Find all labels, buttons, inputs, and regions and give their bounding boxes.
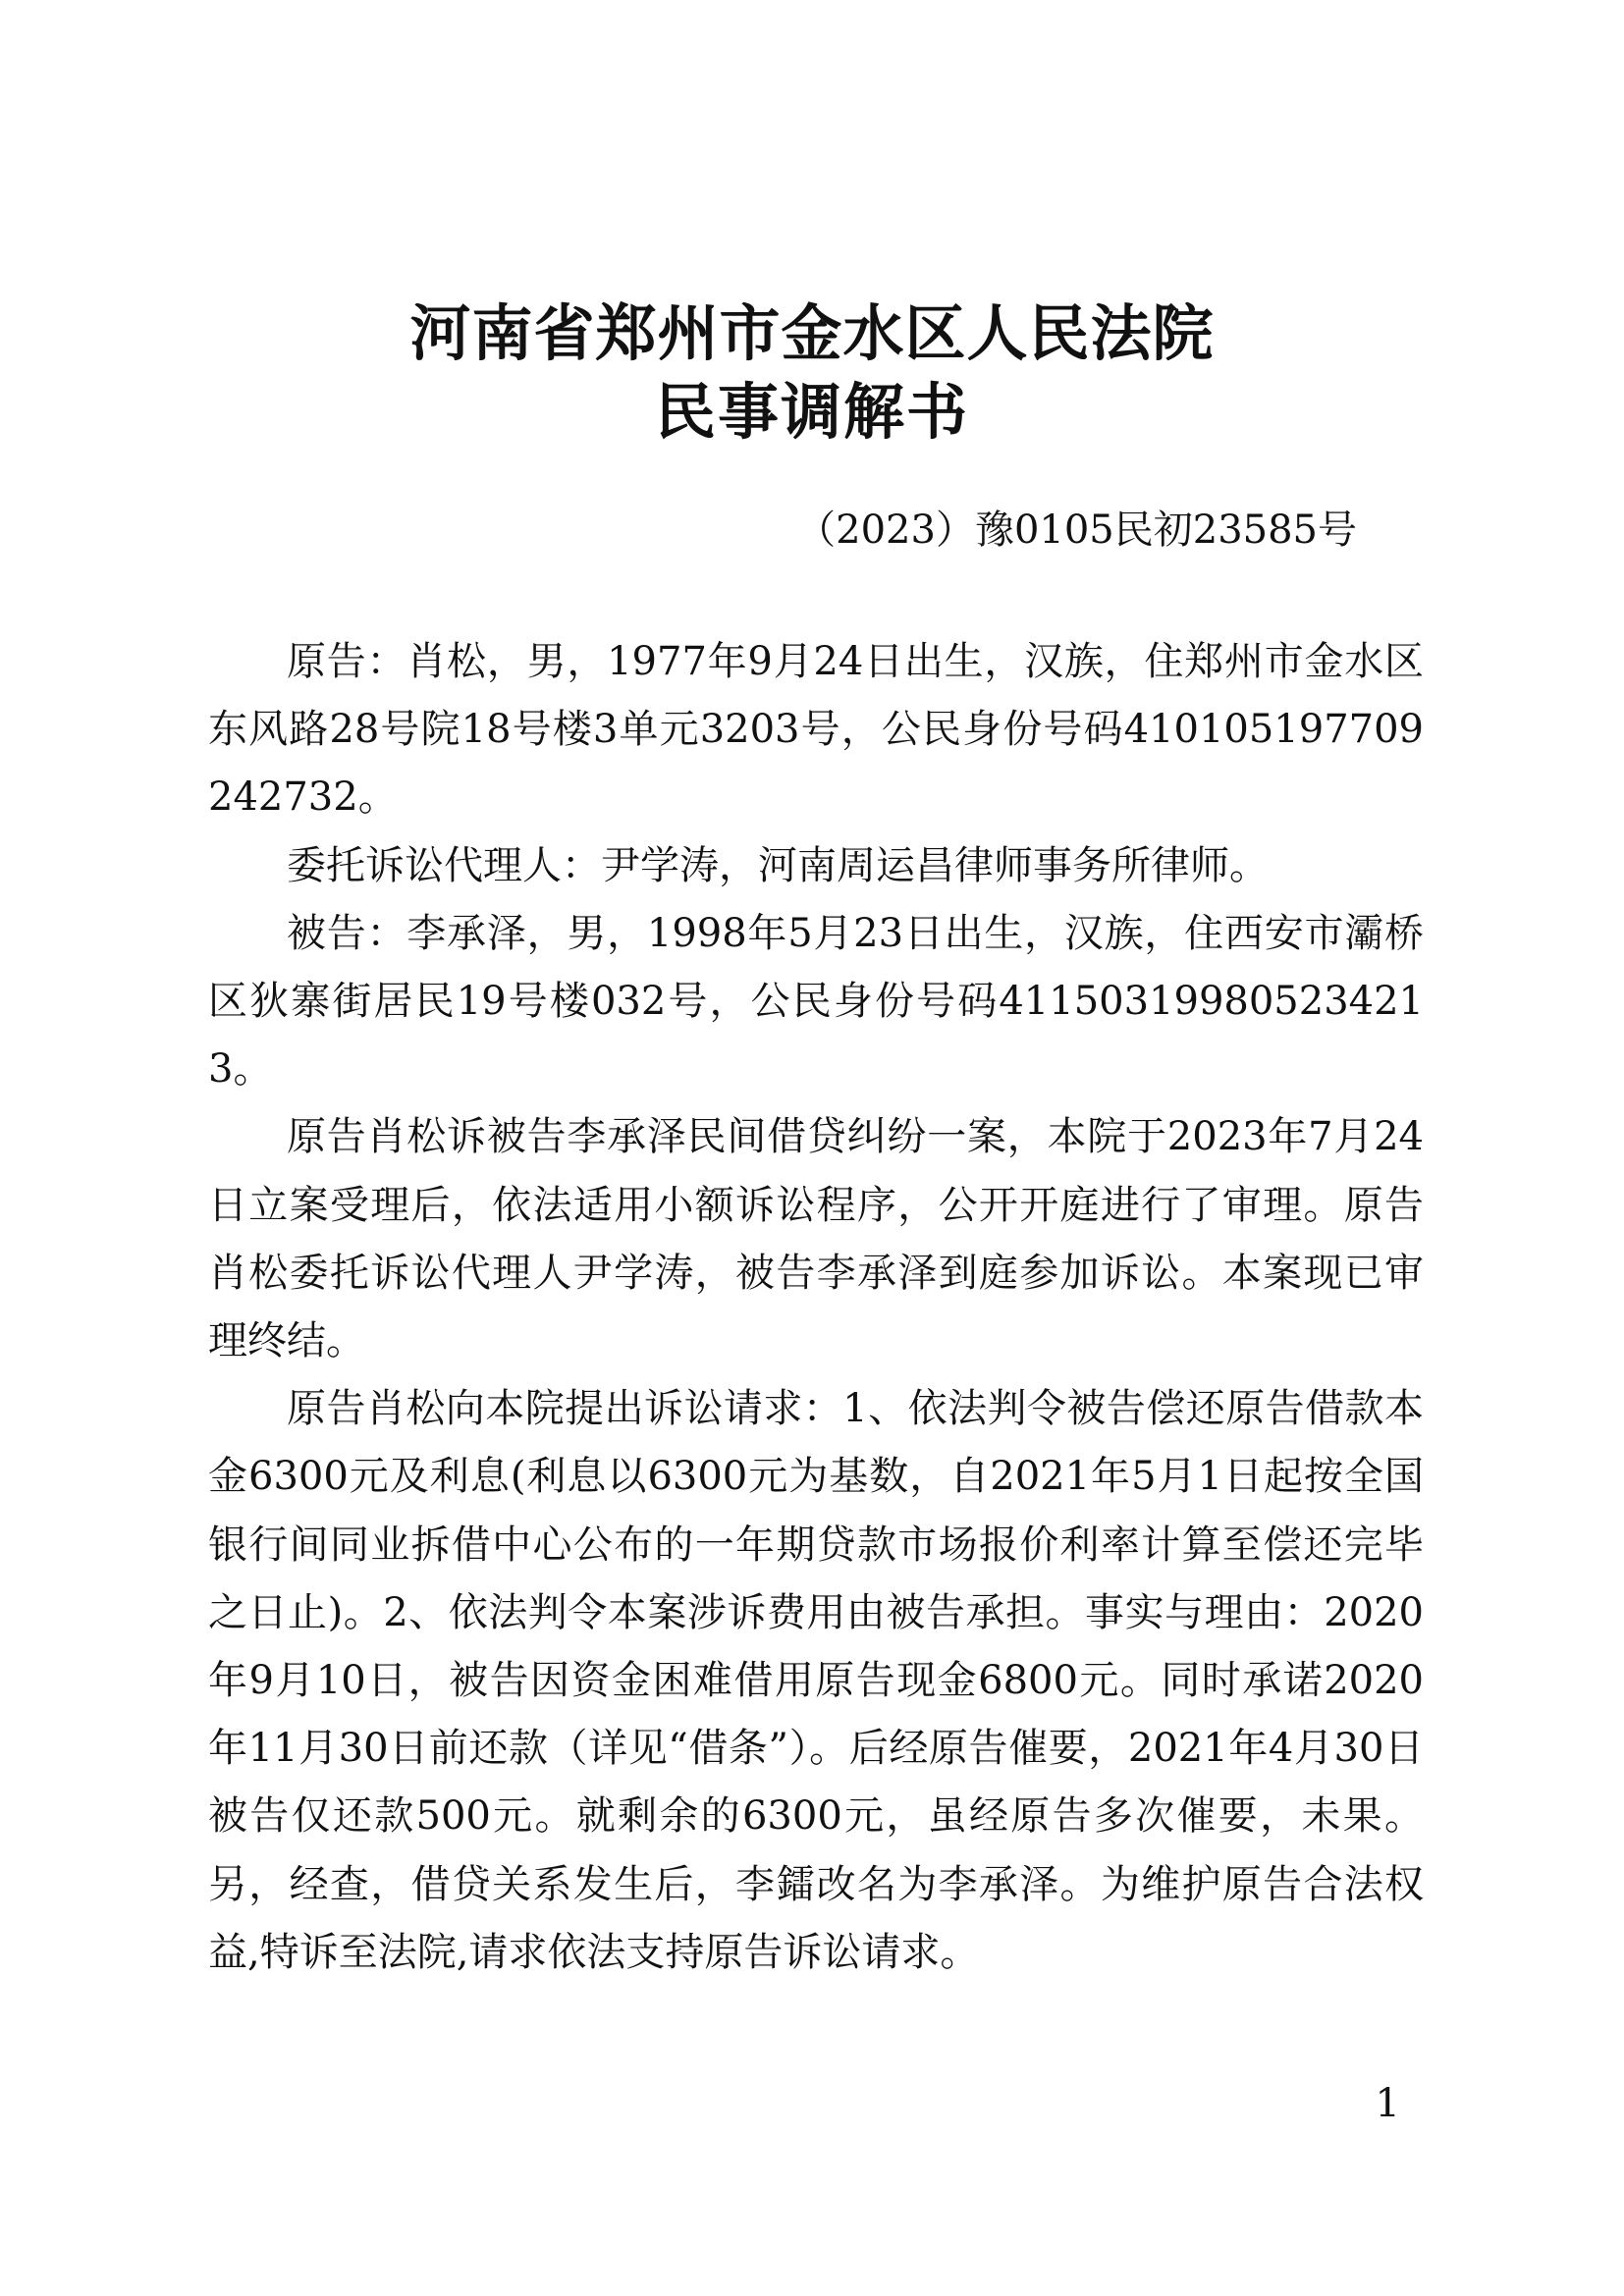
case-number: （2023）豫0105民初23585号 xyxy=(796,507,1357,553)
court-name-title: 河南省郑州市金水区人民法院 xyxy=(409,297,1215,369)
agent-paragraph: 委托诉讼代理人：尹学涛，河南周运昌律师事务所律师。 xyxy=(287,842,1269,888)
document-body xyxy=(208,628,1424,1987)
claims-paragraph: 原告肖松向本院提出诉讼请求：1、依法判令被告偿还原告借款本金6300元及利息(利息以6300元为基数，自2021年5月1日起按全国银行间同业拆借中心公布的一年期贷款市场报价利率计算至偿还完毕之日止)。2、依法判令本案涉诉费用由被告承担。事实与理由：2020年9月10日，被告因资金困难借用原告现金6800元。同时承诺2020年11月30日前还款（详见“借条”）。后经原告催要，2021年4月30日被告仅还款500元。就剩余的6300元，虽经原告多次催要，未果。另，经查，借贷关系发生后，李鐳改名为李承泽。为维护原告合法权益,特诉至法院,请求依法支持原告诉讼请求。 xyxy=(208,1386,1424,1975)
document-type-title: 民事调解书 xyxy=(654,376,969,448)
case-summary-paragraph: 原告肖松诉被告李承泽民间借贷纠纷一案，本院于2023年7月24日立案受理后，依法适用小额诉讼程序，公开开庭进行了审理。原告肖松委托诉讼代理人尹学涛，被告李承泽到庭参加诉讼。本案现已审理终结。 xyxy=(208,1114,1424,1364)
defendant-paragraph: 被告：李承泽，男，1998年5月23日出生，汉族，住西安市灞桥区狄寨街居民19号楼032号，公民身份号码411503199805234213。 xyxy=(208,910,1424,1093)
page-number: 1 xyxy=(1375,2081,1400,2126)
plaintiff-paragraph: 原告：肖松，男，1977年9月24日出生，汉族，住郑州市金水区东风路28号院18号楼3单元3203号，公民身份号码410105197709242732。 xyxy=(208,639,1424,821)
